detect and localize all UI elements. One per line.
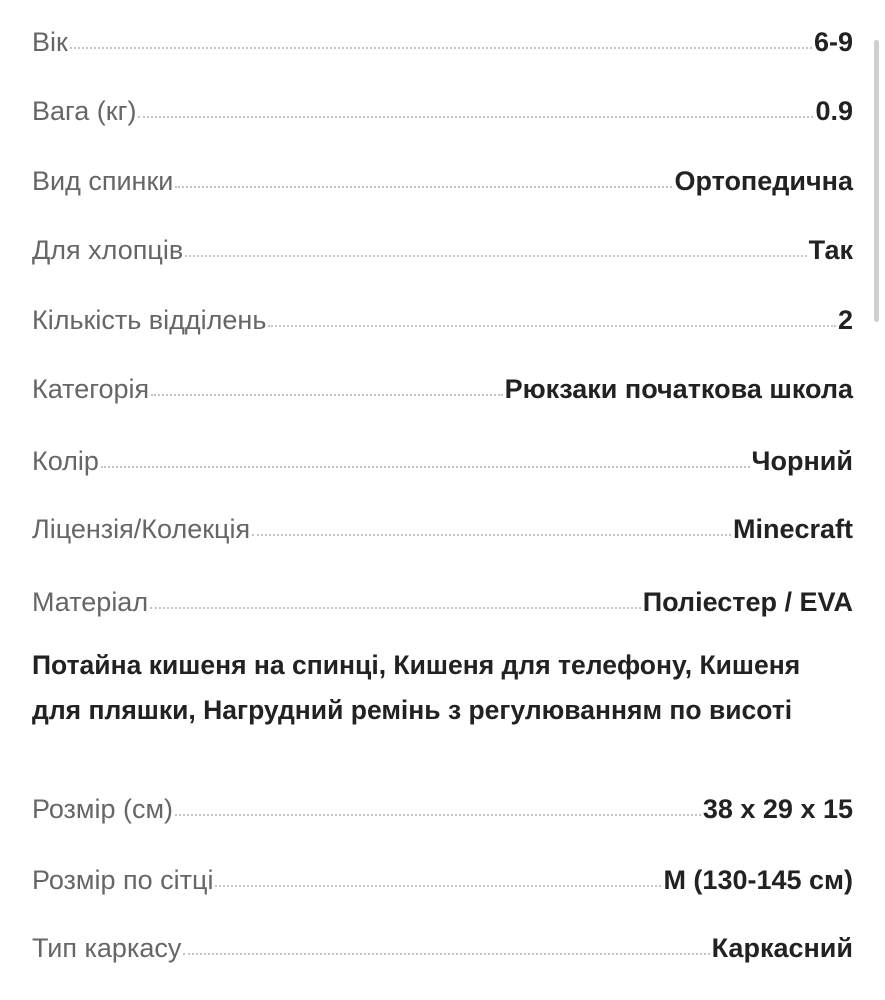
spec-row-license [32, 512, 853, 546]
spec-label: Ліцензія/Колекція [32, 514, 251, 544]
dotted-leader [151, 394, 502, 396]
dotted-leader [138, 116, 813, 118]
spec-value: 0.9 [815, 96, 853, 126]
dotted-leader [150, 607, 641, 609]
dotted-leader [175, 186, 672, 188]
spec-label: Матеріал [32, 587, 149, 617]
spec-row-color [32, 444, 853, 478]
spec-value: 2 [837, 305, 853, 335]
spec-label: Кількість відділень [32, 305, 267, 335]
spec-label: Колір [32, 446, 99, 476]
spec-row-size [32, 792, 853, 826]
spec-label: Вік [32, 27, 68, 57]
spec-row-back-type [32, 164, 853, 198]
spec-row-grid-size [32, 863, 853, 897]
spec-label: Тип каркасу [32, 933, 182, 963]
spec-label: Категорія [32, 374, 150, 404]
spec-value: 38 x 29 x 15 [702, 794, 853, 824]
dotted-leader [185, 255, 806, 257]
spec-value: Поліестер / EVA [642, 587, 853, 617]
spec-label: Вага (кг) [32, 96, 137, 126]
spec-value: Minecraft [732, 514, 853, 544]
spec-value: 6-9 [813, 27, 853, 57]
dotted-leader [175, 814, 701, 816]
dotted-leader [268, 325, 836, 327]
spec-value: Так [808, 235, 853, 265]
spec-row-material [32, 585, 853, 619]
spec-label: Розмір (см) [32, 794, 174, 824]
dotted-leader [183, 953, 709, 955]
dotted-leader [252, 534, 731, 536]
spec-value: Чорний [751, 446, 853, 476]
spec-label: Розмір по сітці [32, 865, 214, 895]
features-description: Потайна кишеня на спинці, Кишеня для телефону, Кишеня для пляшки, Нагрудний ремінь з регулюванням по висоті [32, 650, 801, 725]
spec-value: Рюкзаки початкова школа [504, 374, 853, 404]
spec-label: Вид спинки [32, 166, 174, 196]
dotted-leader [101, 466, 750, 468]
spec-label: Для хлопців [32, 235, 184, 265]
spec-row-age [32, 25, 853, 59]
dotted-leader [70, 47, 812, 49]
spec-row-weight [32, 94, 853, 128]
spec-value: Ортопедична [674, 166, 853, 196]
spec-value: M (130-145 см) [663, 865, 853, 895]
scrollbar-thumb[interactable] [874, 40, 879, 322]
spec-row-frame-type [32, 931, 853, 965]
spec-value: Каркасний [711, 933, 853, 963]
spec-row-compartments [32, 303, 853, 337]
spec-row-for-boys [32, 233, 853, 267]
spec-row-category [32, 372, 853, 406]
dotted-leader [215, 885, 661, 887]
